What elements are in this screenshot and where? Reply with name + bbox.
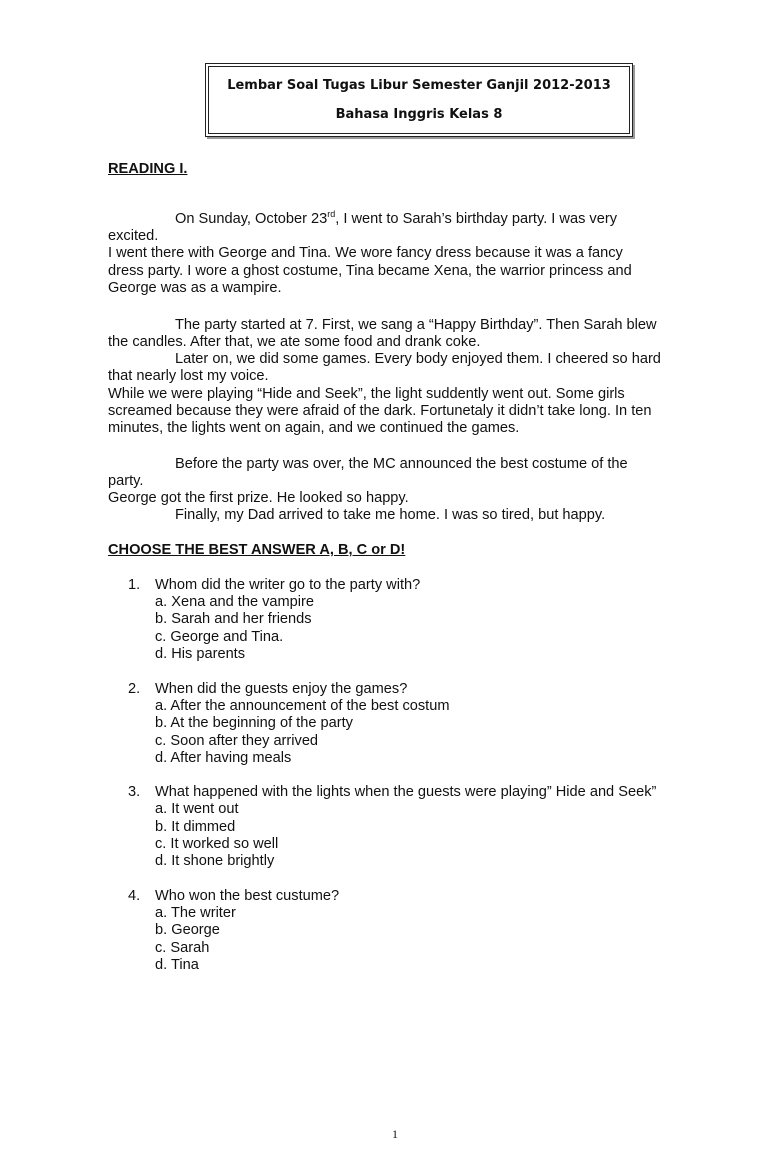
passage-line: George got the first prize. He looked so happy. xyxy=(108,490,409,506)
passage-line: On Sunday, October 23rd, I went to Sarah’s birthday party. I was very xyxy=(175,209,617,227)
question-number: 2. xyxy=(128,681,141,697)
instruction-heading: CHOOSE THE BEST ANSWER A, B, C or D! xyxy=(108,542,406,558)
answer-option: c. It worked so well xyxy=(155,836,279,852)
question-text: What happened with the lights when the guests were playing” Hide and Seek” xyxy=(155,784,657,800)
question-number: 3. xyxy=(128,784,141,800)
header-title: Lembar Soal Tugas Libur Semester Ganjil 2012-2013 xyxy=(227,78,611,93)
passage-line: The party started at 7. First, we sang a “Happy Birthday”. Then Sarah blew xyxy=(175,317,657,333)
header-box xyxy=(205,63,633,137)
answer-option: d. His parents xyxy=(155,646,246,662)
answer-option: a. It went out xyxy=(155,801,239,817)
question-text: Who won the best custume? xyxy=(155,888,340,904)
passage-line: excited. xyxy=(108,228,159,244)
answer-option: c. Sarah xyxy=(155,940,210,956)
passage-line: party. xyxy=(108,473,144,489)
answer-option: b. Sarah and her friends xyxy=(155,611,312,627)
header-subtitle: Bahasa Inggris Kelas 8 xyxy=(335,107,503,122)
passage-line: screamed because they were afraid of the dark. Fortunetaly it didn’t take long. In ten xyxy=(108,403,652,419)
answer-option: c. George and Tina. xyxy=(155,629,284,645)
passage-line: Finally, my Dad arrived to take me home. I was so tired, but happy. xyxy=(175,507,606,523)
passage-line: Before the party was over, the MC announced the best costume of the xyxy=(175,456,628,472)
answer-option: a. After the announcement of the best costum xyxy=(155,698,450,714)
passage-line: dress party. I wore a ghost costume, Tina became Xena, the warrior princess and xyxy=(108,263,632,279)
answer-option: a. The writer xyxy=(155,905,236,921)
answer-option: d. Tina xyxy=(155,957,199,973)
passage-line: Later on, we did some games. Every body enjoyed them. I cheered so hard xyxy=(175,351,661,367)
answer-option: b. It dimmed xyxy=(155,819,236,835)
passage-line: While we were playing “Hide and Seek”, the light suddently went out. Some girls xyxy=(108,386,625,402)
reading-heading: READING I. xyxy=(108,161,188,177)
answer-option: d. After having meals xyxy=(155,750,292,766)
question-text: When did the guests enjoy the games? xyxy=(155,681,408,697)
question-number: 4. xyxy=(128,888,141,904)
question-number: 1. xyxy=(128,577,141,593)
page-number: 1 xyxy=(392,1127,398,1141)
question-text: Whom did the writer go to the party with? xyxy=(155,577,421,593)
passage-line: the candles. After that, we ate some food and drank coke. xyxy=(108,334,481,350)
answer-option: b. At the beginning of the party xyxy=(155,715,353,731)
answer-option: d. It shone brightly xyxy=(155,853,275,869)
answer-option: b. George xyxy=(155,922,220,938)
answer-option: c. Soon after they arrived xyxy=(155,733,319,749)
passage-line: I went there with George and Tina. We wore fancy dress because it was a fancy xyxy=(108,245,623,261)
passage-line: that nearly lost my voice. xyxy=(108,368,269,384)
passage-line: George was as a wampire. xyxy=(108,280,282,296)
passage-line: minutes, the lights went on again, and we continued the games. xyxy=(108,420,520,436)
answer-option: a. Xena and the vampire xyxy=(155,594,315,610)
